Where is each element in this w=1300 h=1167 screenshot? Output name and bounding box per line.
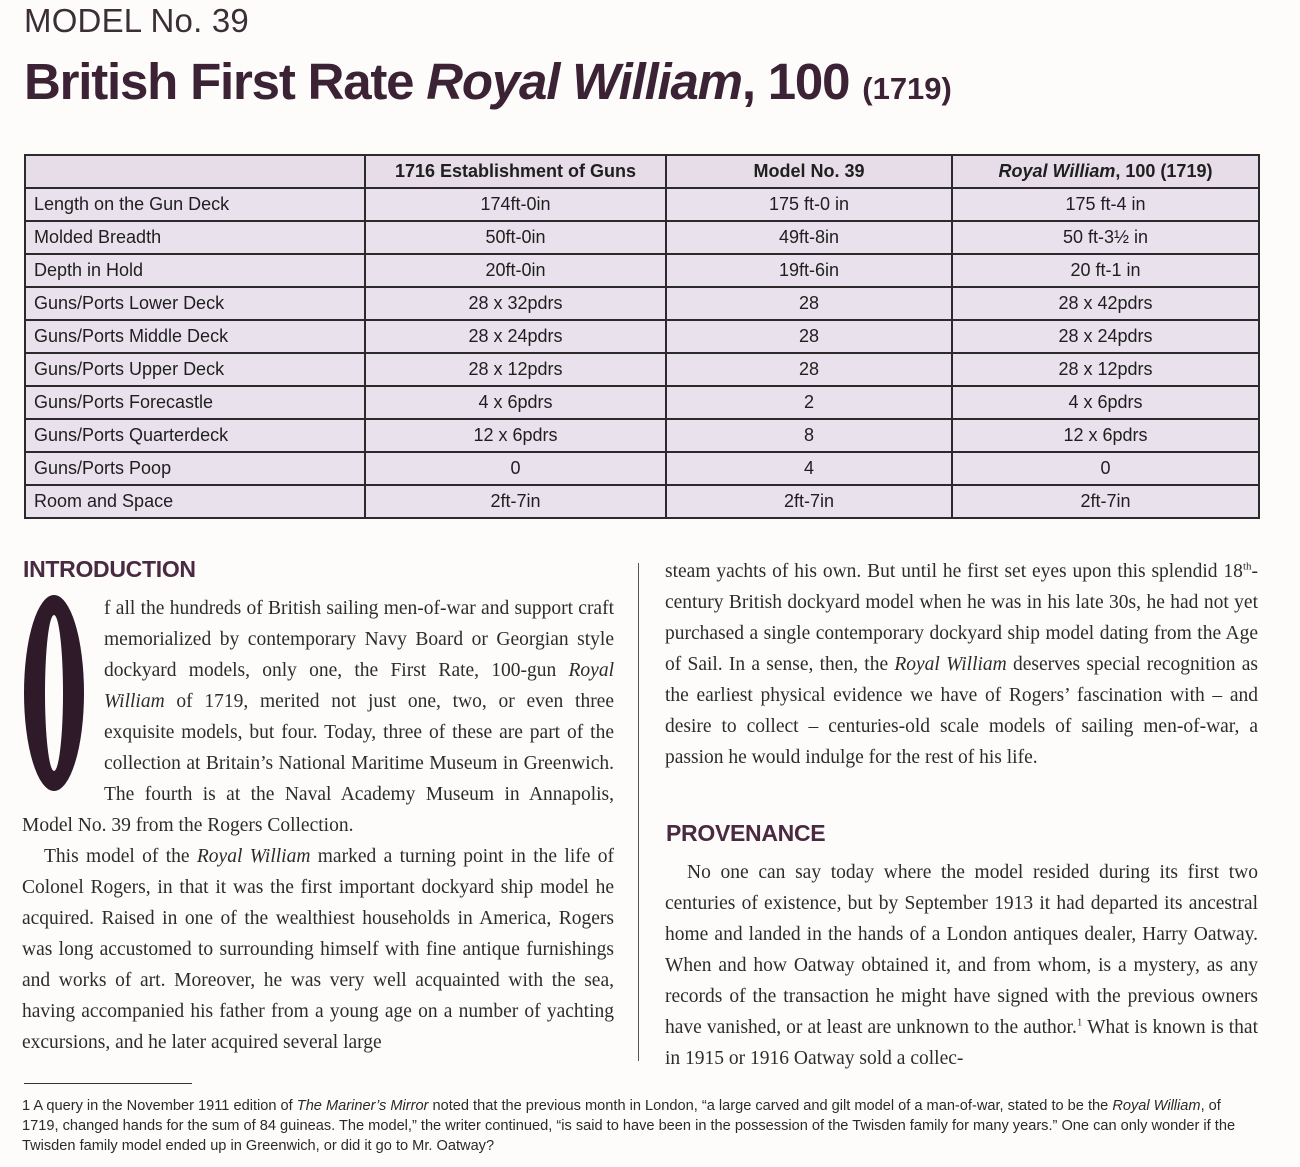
- table-cell: 4: [666, 452, 952, 485]
- table-row: [25, 254, 1259, 287]
- table-cell: 28 x 32pdrs: [365, 287, 666, 320]
- provenance-heading: PROVENANCE: [666, 820, 826, 846]
- drop-cap-o: [22, 593, 86, 793]
- row-label: Guns/Ports Upper Deck: [25, 353, 365, 386]
- table-cell: 28: [666, 353, 952, 386]
- table-row: [25, 485, 1259, 518]
- table-row: [25, 188, 1259, 221]
- table-header-model: Model No. 39: [666, 155, 952, 188]
- table-cell: 28 x 42pdrs: [952, 287, 1259, 320]
- footnote-reference: 1: [1076, 1016, 1083, 1029]
- table-row: [25, 419, 1259, 452]
- table-header-blank: [25, 155, 365, 188]
- row-label: Molded Breadth: [25, 221, 365, 254]
- table-row: [25, 452, 1259, 485]
- table-cell: 50 ft-3½ in: [952, 221, 1259, 254]
- table-row: [25, 320, 1259, 353]
- specification-table: [24, 154, 1260, 519]
- row-label: Guns/Ports Quarterdeck: [25, 419, 365, 452]
- model-number: MODEL No. 39: [24, 2, 249, 39]
- row-label: Guns/Ports Poop: [25, 452, 365, 485]
- table-cell: 50ft-0in: [365, 221, 666, 254]
- table-cell: 28 x 12pdrs: [365, 353, 666, 386]
- table-cell: 2: [666, 386, 952, 419]
- table-cell: 20ft-0in: [365, 254, 666, 287]
- table-cell: 8: [666, 419, 952, 452]
- table-cell: 28 x 24pdrs: [952, 320, 1259, 353]
- table-cell: 4 x 6pdrs: [952, 386, 1259, 419]
- table-cell: 175 ft-4 in: [952, 188, 1259, 221]
- table-header-establishment: 1716 Establishment of Guns: [365, 155, 666, 188]
- provenance-paragraph-1: No one can say today where the model resided during its first two centuries of existence, but by September 1913 it had departed its ancestral home and landed in the hands of a London antiques dealer, Harry Oatway. When and how Oatway obtained it, and from whom, is a mystery, as any records of the transaction he might have signed with the previous owners have vanished, or at least are unknown to the author.$^1$ What is known is that in 1915 or 1916 Oatway sold a collec-: [665, 862, 1258, 1069]
- intro-paragraph-3: steam yachts of his own. But until he first set eyes upon this splendid 18th-century British dockyard model when he was in his late 30s, he had not yet purchased a single contemporary dockyard ship model dating from the Age of Sail. In a sense, then, the Royal William deserves special recognition as the earliest physical evidence we have of Rogers’ fascination with – and desire to collect – centuries-old scale models of sailing men-of-war, a passion he would indulge for the rest of his life.: [665, 560, 1258, 768]
- table-header-royal-william: Royal William, 100 (1719): [952, 155, 1259, 188]
- footnote: 1 A query in the November 1911 edition of The Mariner’s Mirror noted that the previous month in London, “a large carved and gilt model of a man-of-war, stated to be the Royal William, of 1719, changed hands for the sum of 84 guineas. The model,” the writer continued, “is said to have been in the possession of the Twisden family for many years.” One can only wonder if the Twisden family model ended up in Greenwich, or did it go to Mr. Oatway?: [22, 1098, 1236, 1154]
- table-row: [25, 386, 1259, 419]
- table-cell: 174ft-0in: [365, 188, 666, 221]
- table-cell: 12 x 6pdrs: [365, 419, 666, 452]
- table-cell: 20 ft-1 in: [952, 254, 1259, 287]
- page-title: [24, 52, 952, 111]
- table-cell: 28: [666, 287, 952, 320]
- table-cell: 175 ft-0 in: [666, 188, 952, 221]
- intro-paragraph-2: This model of the Royal William marked a turning point in the life of Colonel Rogers, in that it was the first important dockyard ship model he acquired. Raised in one of the wealthiest households in America, Rogers was long accustomed to surrounding himself with fine antique furnishings and works of art. Moreover, he was very well acquainted with the sea, having accompanied his father from a young age on a number of yachting excursions, and he later acquired several large: [22, 846, 614, 1053]
- table-header-row: [25, 155, 1259, 188]
- table-cell: 0: [952, 452, 1259, 485]
- row-label: Guns/Ports Middle Deck: [25, 320, 365, 353]
- title-plain: British First Rate: [24, 53, 427, 110]
- row-label: Length on the Gun Deck: [25, 188, 365, 221]
- table-cell: 19ft-6in: [666, 254, 952, 287]
- row-label: Depth in Hold: [25, 254, 365, 287]
- introduction-column-right: [665, 556, 1258, 773]
- table-cell: 2ft-7in: [666, 485, 952, 518]
- footnote-rule: [24, 1083, 192, 1084]
- title-guns: , 100: [741, 53, 850, 110]
- column-divider: [638, 563, 639, 1061]
- provenance-column: [665, 857, 1258, 1074]
- table-row: [25, 221, 1259, 254]
- table-cell: 28: [666, 320, 952, 353]
- row-label: Guns/Ports Forecastle: [25, 386, 365, 419]
- table-cell: 4 x 6pdrs: [365, 386, 666, 419]
- table-row: [25, 287, 1259, 320]
- introduction-column-left: [22, 593, 614, 1058]
- row-label: Guns/Ports Lower Deck: [25, 287, 365, 320]
- row-label: Room and Space: [25, 485, 365, 518]
- intro-paragraph-1: f all the hundreds of British sailing men-of-war and support craft memorialized by contemporary Navy Board or Georgian style dockyard models, only one, the First Rate, 100-gun Royal William of 1719, merited not just one, two, or even three exquisite models, but four. Today, three of these are part of the collection at Britain’s National Maritime Museum in Greenwich. The fourth is at the Naval Academy Museum in Annapolis, Model No. 39 from the Rogers Collection.: [22, 598, 614, 836]
- table-cell: 0: [365, 452, 666, 485]
- table-row: [25, 353, 1259, 386]
- table-cell: 2ft-7in: [952, 485, 1259, 518]
- title-ship-name: Royal William: [426, 53, 742, 110]
- table-cell: 2ft-7in: [365, 485, 666, 518]
- table-cell: 49ft-8in: [666, 221, 952, 254]
- introduction-heading: INTRODUCTION: [23, 556, 196, 582]
- table-cell: 28 x 12pdrs: [952, 353, 1259, 386]
- table-cell: 12 x 6pdrs: [952, 419, 1259, 452]
- title-year: (1719): [862, 71, 952, 106]
- table-cell: 28 x 24pdrs: [365, 320, 666, 353]
